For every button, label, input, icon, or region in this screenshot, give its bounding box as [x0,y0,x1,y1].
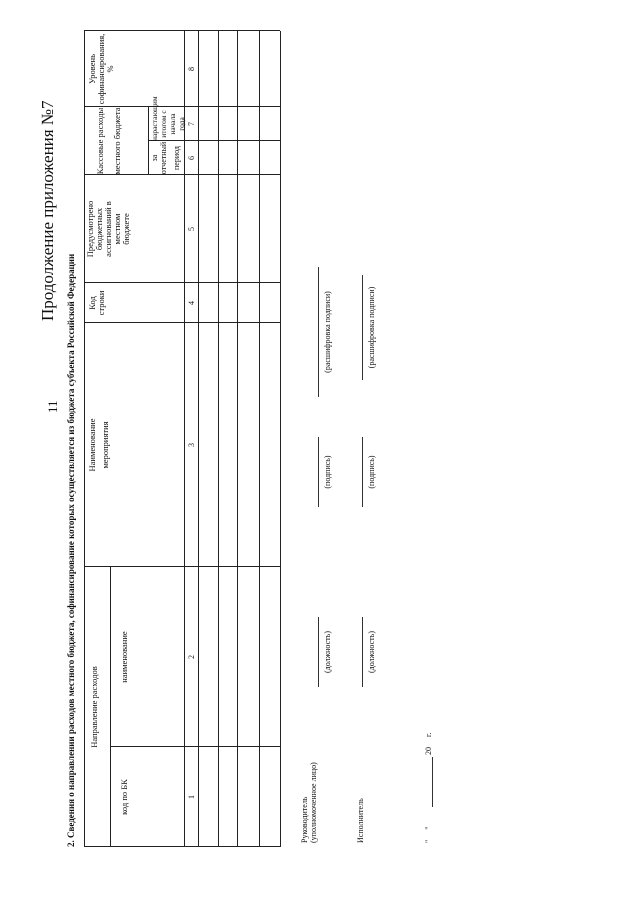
section-title: 2. Сведения о направлении расходов местного бюджета, софинансирование которых осуществляется из бюджета субъекта Российской Федерации [66,253,76,847]
page-number: 11 [45,400,60,413]
column-number-5: 5 [187,227,196,231]
header-provided-budget: Предусмотрено бюджетных ассигнований в местном бюджете [85,200,131,258]
column-number-2: 2 [187,655,196,659]
header-expense-direction: Направление расходов [89,666,99,748]
appendix-title: Продолжение приложения №7 [38,100,57,321]
executor-label: Исполнитель [356,798,365,843]
executor-position-line [362,617,363,687]
head-signature-line [318,437,319,507]
executor-decoding-line [362,275,363,380]
column-number-6: 6 [187,156,196,160]
column-number-8: 8 [187,67,196,71]
date-quotes: " " [424,826,433,843]
header-cumulative: нарастающим итогом с начала года [150,96,186,141]
executor-signature-caption: (подпись) [367,455,376,489]
header-bk-code: код по БК [119,779,129,815]
header-event-name: Наименование мероприятия [87,418,110,472]
head-position-line [318,617,319,687]
head-signature-caption: (подпись) [323,455,332,489]
head-label: Руководитель (уполномоченное лицо) [300,762,318,843]
date-month-line [432,757,433,807]
executor-position-caption: (должность) [367,631,376,673]
column-number-4: 4 [187,301,196,305]
header-cash-expenses: Кассовые расходы местного бюджета [95,107,122,175]
header-name: наименование [119,631,129,683]
date-year: 20 г. [424,732,433,755]
header-cofinancing-level: Уровень софинансирования, % [87,33,115,105]
head-decoding-caption: (расшифровка подписи) [323,291,332,373]
header-row-code: Код строки [87,290,106,316]
head-position-caption: (должность) [323,631,332,673]
head-decoding-line [318,267,319,397]
column-number-3: 3 [187,443,196,447]
executor-signature-line [362,437,363,507]
header-reporting-period: за отчетный период [150,141,181,175]
column-number-7: 7 [187,122,196,126]
column-number-1: 1 [187,795,196,799]
executor-decoding-caption: (расшифровка подписи) [367,286,376,369]
